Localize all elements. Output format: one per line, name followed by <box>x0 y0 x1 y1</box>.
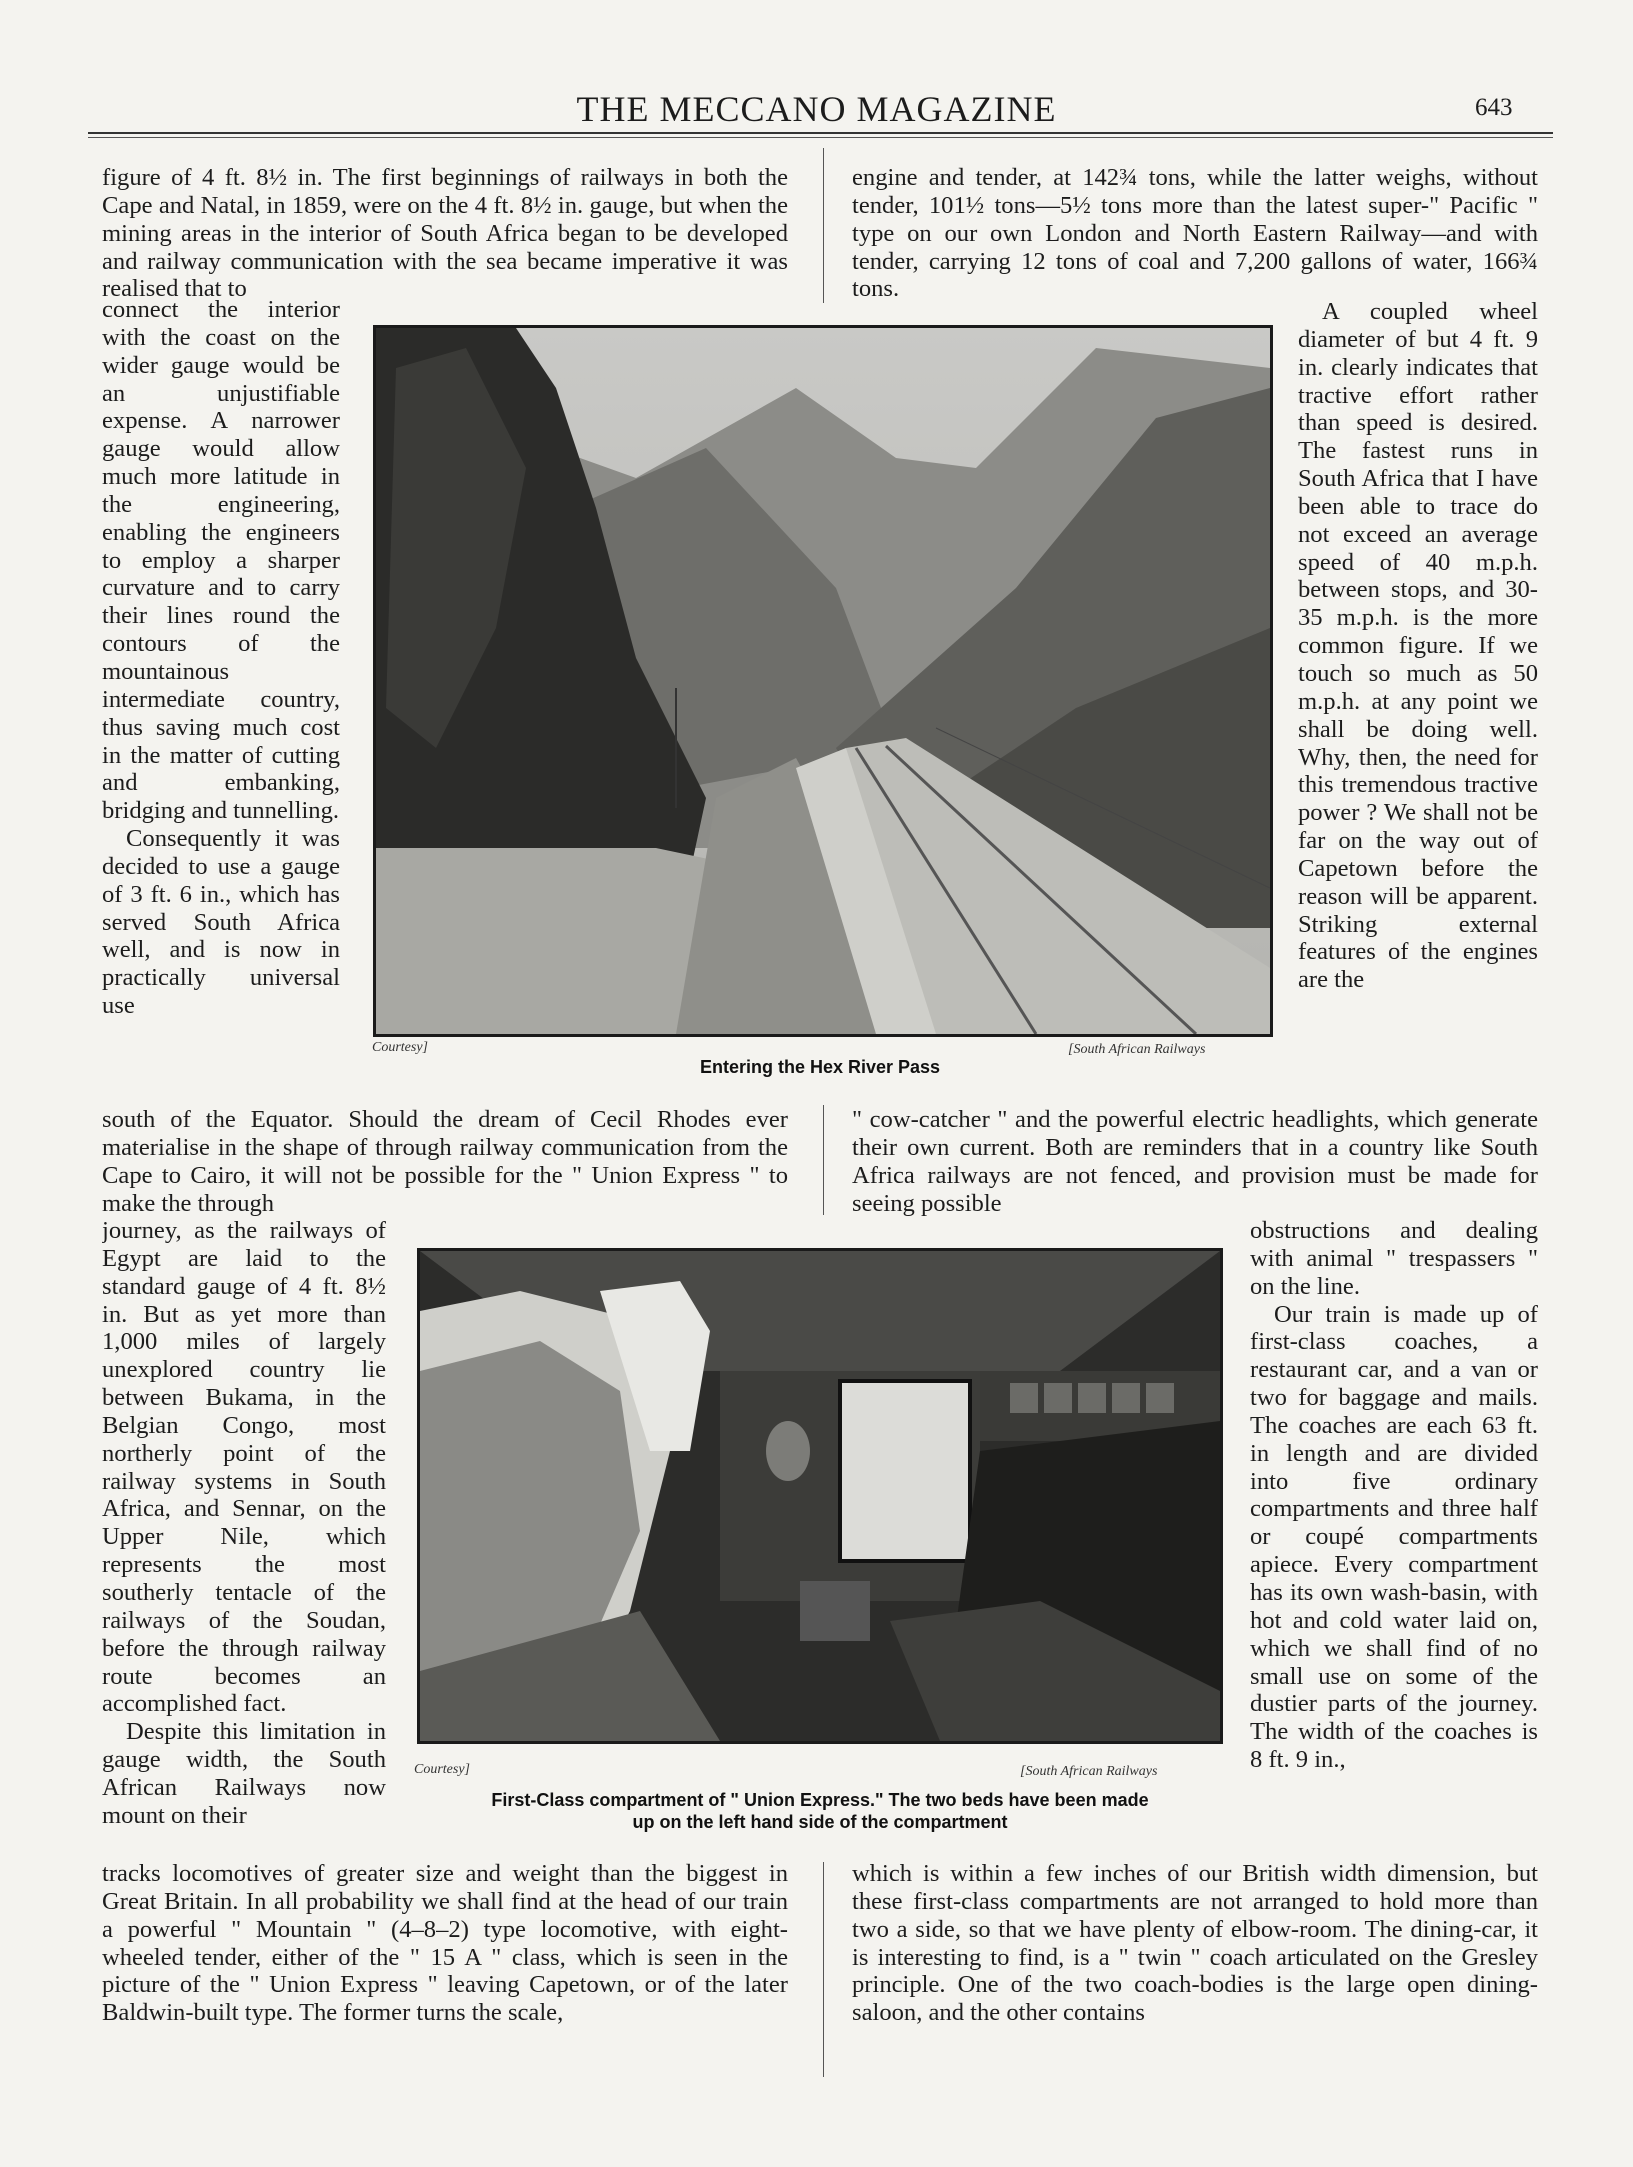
photo-first-class-compartment <box>417 1248 1223 1744</box>
paragraph: journey, as the railways of Egypt are laid to the standard gauge of 4 ft. 8½ in. But as yet more than 1,000 miles of largely unexplored country lie between Bukama, in the Belgian Congo, most northerly point of the railway systems in South Africa, and Sennar, on the Upper Nile, which represents the most southerly tentacle of the railways of the Soudan, before the through railway route becomes an accomplished fact. <box>102 1217 386 1718</box>
text-right-narrow-1 <box>1298 298 1538 1104</box>
column-rule-middle <box>823 1105 824 1215</box>
photo-credit-right: [South African Railways <box>1068 1042 1206 1057</box>
header-rule <box>88 132 1553 134</box>
photo-caption: Entering the Hex River Pass <box>699 1057 941 1077</box>
text-col1-mid: south of the Equator. Should the dream of Cecil Rhodes ever materialise in the shape of through railway communication from the Cape to Cairo, it will not be possible for the " Union Express " to make the through <box>102 1106 788 1217</box>
paragraph: Our train is made up of first-class coaches, a restaurant car, and a van or two for baggage and mails. The coaches are each 63 ft. in length and are divided into five ordinary compartments and three half or coupé compartments apiece. Every compartment has its own wash-basin, with hot and cold water laid on, which we shall find of no small use on some of the dustier parts of the journey. The width of the coaches is 8 ft. 9 in., <box>1250 1300 1538 1774</box>
paragraph: Consequently it was decided to use a gauge of 3 ft. 6 in., which has served South Africa well, and is now in practically universal use <box>102 825 340 1020</box>
caption-line: First-Class compartment of " Union Express." The two beds have been made <box>491 1790 1149 1810</box>
mountain-pass-photo <box>376 328 1270 1034</box>
photo-credit-left: Courtesy] <box>372 1040 428 1055</box>
paragraph: connect the interior with the coast on the wider gauge would be an unjustifiable expense. A narrower gauge would allow much more latitude in the engineering, enabling the engineers to employ a sharper curvature and to carry their lines round the contours of the mountainous intermediate country, thus saving much cost in the matter of cutting and embanking, bridging and tunnelling. <box>102 296 340 825</box>
text-col2-top: engine and tender, at 142¾ tons, while the latter weighs, without tender, 101½ tons—5½ tons more than the latest super-" Pacific " type on our own London and North Eastern Railway—and with tender, carrying 12 tons of coal and 7,200 gallons of water, 166¾ tons. <box>852 164 1538 303</box>
column-rule-bottom <box>823 1862 824 2077</box>
magazine-title: THE MECCANO MAGAZINE <box>576 89 1057 129</box>
text-col1-top: figure of 4 ft. 8½ in. The first beginnings of railways in both the Cape and Natal, in 1859, were on the 4 ft. 8½ in. gauge, but when the mining areas in the interior of South Africa began to be developed and railway communication with the sea became imperative it was realised that to <box>102 164 788 303</box>
paragraph: obstructions and dealing with animal " trespassers " on the line. <box>1250 1217 1538 1300</box>
text-col2-bottom: which is within a few inches of our British width dimension, but these first-class compartments are not arranged to hold more than two a side, so that we have plenty of elbow-room. The dining-car, it is interesting to find, is a " twin " coach articulated on the Gresley principle. One of the two coach-bodies is the large open dining-saloon, and the other contains <box>852 1860 1538 2027</box>
compartment-interior-photo <box>420 1251 1220 1741</box>
photo-hex-river-pass <box>373 325 1273 1037</box>
page-number: 643 <box>1475 94 1513 121</box>
photo-credit-left: Courtesy] <box>414 1762 470 1777</box>
header-rule-thin <box>88 137 1553 138</box>
text-left-narrow-1 <box>102 296 340 1102</box>
text-right-narrow-2 <box>1250 1217 1538 1857</box>
text-left-narrow-2 <box>102 1217 386 1857</box>
caption-line: up on the left hand side of the compartment <box>632 1812 1008 1832</box>
text-col2-mid: " cow-catcher " and the powerful electric headlights, which generate their own current. Both are reminders that in a country like South Africa railways are not fenced, and provision must be made for seeing possible <box>852 1106 1538 1217</box>
photo-credit-right: [South African Railways <box>1020 1764 1158 1779</box>
paragraph: A coupled wheel diameter of but 4 ft. 9 in. clearly indicates that tractive effort rather than speed is desired. The fastest runs in South Africa that I have been able to trace do not exceed an average speed of 40 m.p.h. between stops, and 30-35 m.p.h. is the more common figure. If we touch so much as 50 m.p.h. at any point we shall be doing well. Why, then, the need for this tremendous tractive power ? We shall not be far on the way out of Capetown before the reason will be apparent. Striking external features of the engines are the <box>1298 298 1538 994</box>
photo-caption <box>400 1789 1240 1833</box>
text-col1-bottom: tracks locomotives of greater size and weight than the biggest in Great Britain. In all probability we shall find at the head of our train a powerful " Mountain " (4–8–2) type locomotive, with eight-wheeled tender, either of the " 15 A " class, which is seen in the picture of the " Union Express " leaving Capetown, or of the later Baldwin-built type. The former turns the scale, <box>102 1860 788 2027</box>
column-rule-top <box>823 148 824 303</box>
paragraph: Despite this limitation in gauge width, the South African Railways now mount on their <box>102 1718 386 1829</box>
